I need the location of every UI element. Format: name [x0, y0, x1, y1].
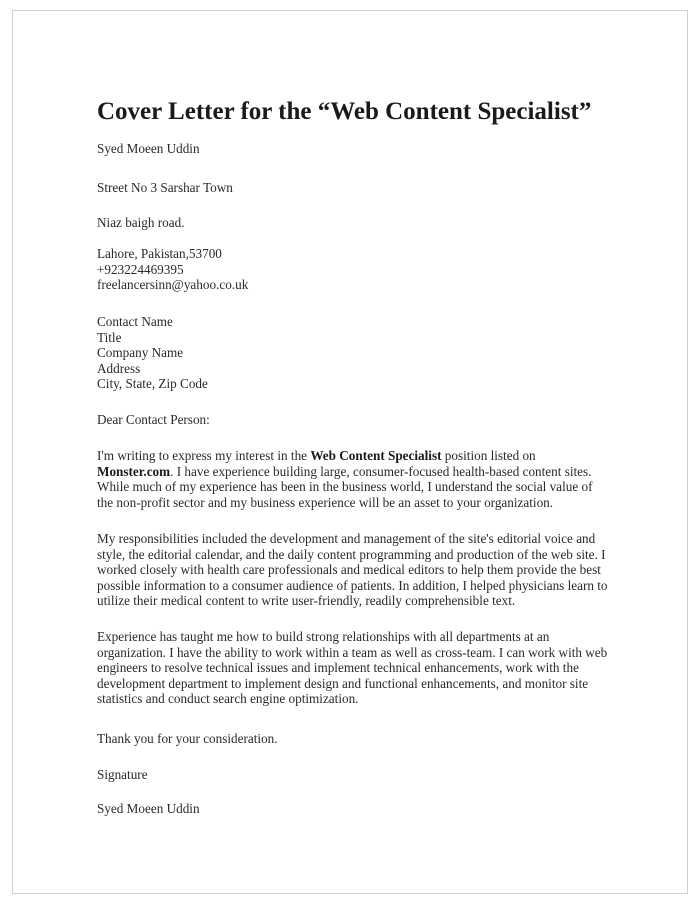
paragraph-line: possible information to a consumer audience of patients. In addition, I helped physicians learn to — [97, 577, 608, 593]
closing: Thank you for your consideration. — [97, 731, 278, 746]
paragraph-line — [97, 464, 637, 480]
signature-label: Signature — [97, 767, 148, 782]
text-run: position listed on — [441, 448, 536, 463]
document-page — [12, 10, 688, 894]
paragraph-line: engineers to resolve technical issues and implement technical enhancements, work with the — [97, 660, 579, 676]
paragraph-line: the non-profit sector and my business experience will be an asset to your organization. — [97, 494, 554, 510]
sender-road: Niaz baigh road. — [97, 215, 185, 230]
text-run: . I have experience building large, consumer-focused health-based content sites. — [170, 463, 592, 479]
recipient-contact-name: Contact Name — [97, 314, 173, 329]
signature-name: Syed Moeen Uddin — [97, 801, 200, 816]
paragraph-line: Experience has taught me how to build strong relationships with all departments at an — [97, 629, 550, 644]
recipient-city-state-zip: City, State, Zip Code — [97, 376, 208, 392]
paragraph-line: style, the editorial calendar, and the daily content programming and production of the web site. I — [97, 546, 606, 562]
sender-email: freelancersinn@yahoo.co.uk — [97, 277, 249, 293]
paragraph-line: While much of my experience has been in the business world, I understand the social value of — [97, 479, 593, 495]
paragraph-line: development department to implement design and functional enhancements, and monitor site — [97, 675, 589, 691]
letter-title: Cover Letter for the “Web Content Specialist” — [97, 98, 592, 125]
paragraph-line: My responsibilities included the development and management of the site's editorial voice and — [97, 531, 596, 546]
recipient-title: Title — [97, 329, 122, 345]
paragraph-line: utilize their medical content to write user-friendly, readily comprehensible text. — [97, 593, 516, 609]
sender-street: Street No 3 Sarshar Town — [97, 180, 233, 195]
paragraph-line: worked closely with health care professionals and medical editors to help them provide the best — [97, 562, 601, 578]
paragraph-responsibilities — [97, 531, 637, 609]
sender-contact-block — [97, 246, 637, 293]
paragraph-interest — [97, 448, 637, 510]
paragraph-line: statistics and conduct search engine optimization. — [97, 691, 359, 707]
salutation: Dear Contact Person: — [97, 412, 210, 427]
sender-phone: +923224469395 — [97, 261, 184, 277]
paragraph-line: organization. I have the ability to work within a team as well as cross-team. I can work with web — [97, 644, 608, 660]
position-name-bold: Web Content Specialist — [310, 448, 442, 463]
sender-city: Lahore, Pakistan,53700 — [97, 246, 222, 261]
text-run: I'm writing to express my interest in the — [97, 448, 311, 463]
recipient-company: Company Name — [97, 345, 184, 361]
sender-name: Syed Moeen Uddin — [97, 141, 200, 156]
paragraph-experience — [97, 629, 637, 707]
recipient-block — [97, 314, 637, 392]
paragraph-line — [97, 448, 637, 464]
job-board-bold: Monster.com — [97, 463, 171, 479]
recipient-address: Address — [97, 360, 141, 376]
